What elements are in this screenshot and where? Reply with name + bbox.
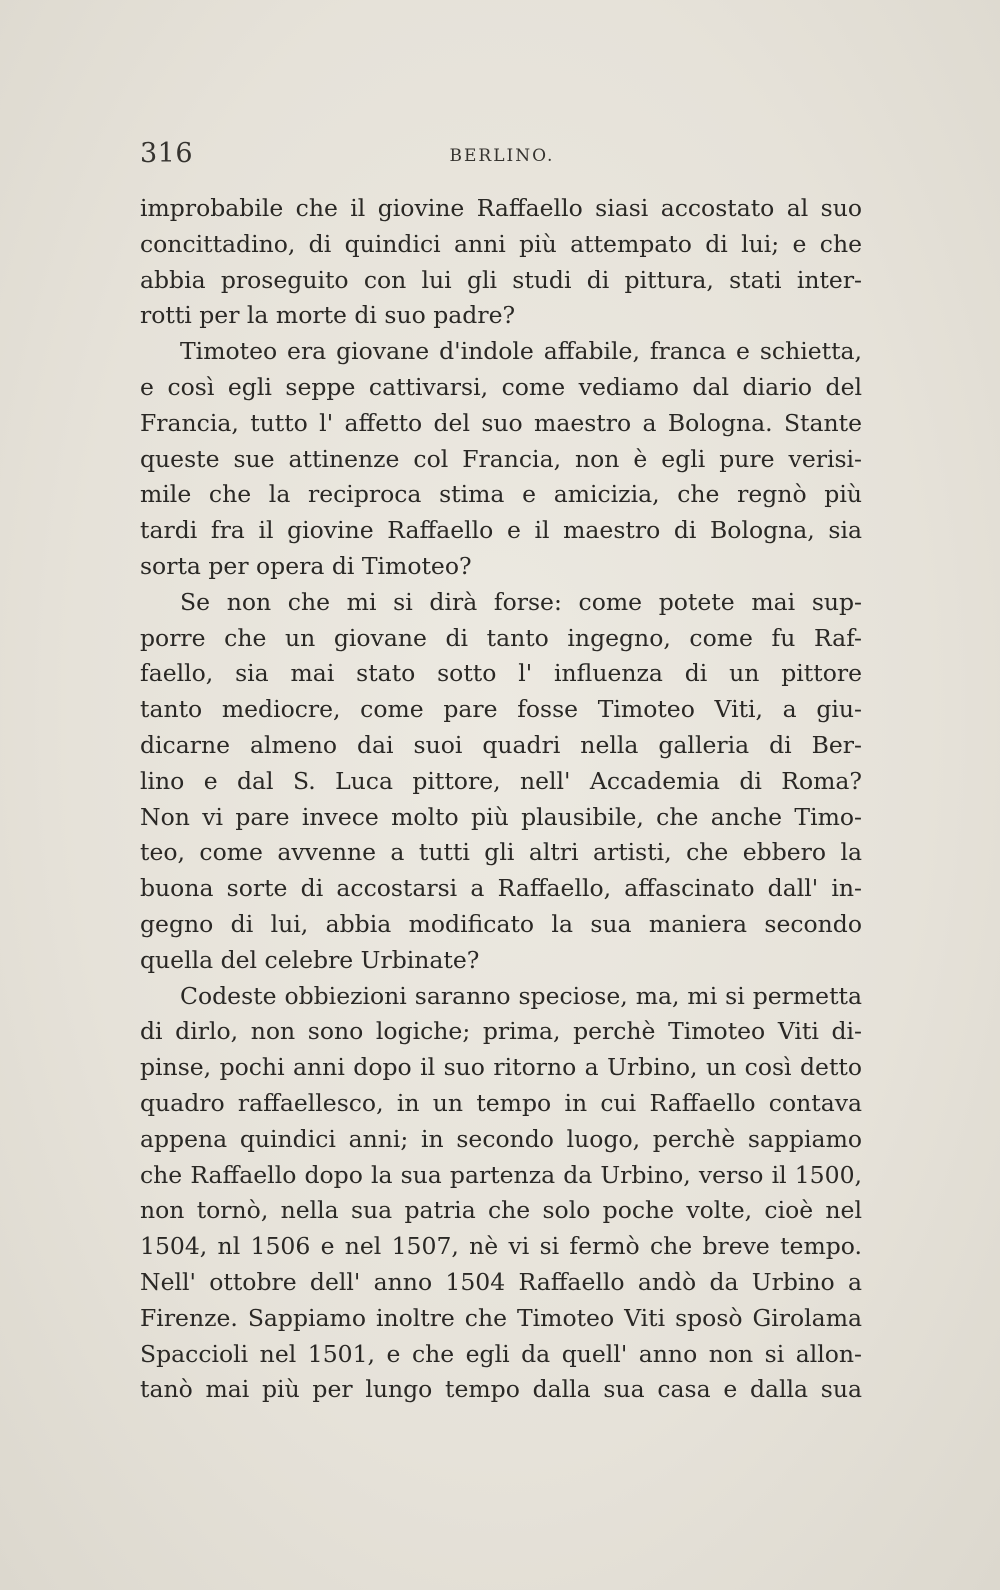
text-line: Nell' ottobre dell' anno 1504 Raffaello andò da Urbino a: [140, 1267, 862, 1296]
text-line: Spaccioli nel 1501, e che egli da quell' anno non si allon-: [140, 1339, 862, 1368]
text-line: Codeste obbiezioni saranno speciose, ma, mi si permetta: [180, 981, 862, 1010]
text-line: buona sorte di accostarsi a Raffaello, affascinato dall' in-: [140, 874, 862, 903]
text-line: tanò mai più per lungo tempo dalla sua casa e dalla sua: [140, 1375, 862, 1404]
text-line: Firenze. Sappiamo inoltre che Timoteo Viti sposò Girolama: [140, 1303, 862, 1332]
text-line: rotti per la morte di suo padre?: [140, 301, 516, 330]
text-line: dicarne almeno dai suoi quadri nella galleria di Ber-: [140, 730, 862, 759]
text-line: queste sue attinenze col Francia, non è egli pure verisi-: [140, 444, 862, 473]
text-line: gegno di lui, abbia modificato la sua maniera secondo: [140, 909, 862, 938]
text-line: non tornò, nella sua patria che solo poche volte, cioè nel: [140, 1196, 862, 1225]
text-line: tanto mediocre, come pare fosse Timoteo Viti, a giu-: [140, 695, 862, 724]
text-line: Non vi pare invece molto più plausibile, che anche Timo-: [140, 802, 862, 831]
text-line: e così egli seppe cattivarsi, come vediamo dal diario del: [140, 372, 862, 401]
running-head: BERLINO.: [449, 146, 555, 166]
page-header: [140, 138, 864, 178]
text-line: improbabile che il giovine Raffaello siasi accostato al suo: [140, 194, 862, 222]
text-line: sorta per opera di Timoteo?: [140, 551, 472, 580]
text-line: Timoteo era giovane d'indole affabile, franca e schietta,: [180, 337, 862, 366]
text-line: lino e dal S. Luca pittore, nell' Accademia di Roma?: [140, 766, 862, 795]
text-line: di dirlo, non sono logiche; prima, perchè Timoteo Viti di-: [140, 1017, 862, 1046]
text-line: abbia proseguito con lui gli studi di pittura, stati inter-: [140, 265, 862, 294]
text-line: teo, come avvenne a tutti gli altri artisti, che ebbero la: [140, 838, 862, 867]
text-line: Se non che mi si dirà forse: come potete mai sup-: [180, 587, 862, 616]
text-line: 1504, nl 1506 e nel 1507, nè vi si fermò che breve tempo.: [140, 1232, 862, 1261]
text-line: faello, sia mai stato sotto l' influenza di un pittore: [140, 659, 862, 688]
text-line: quadro raffaellesco, in un tempo in cui Raffaello contava: [140, 1088, 862, 1117]
text-line: Francia, tutto l' affetto del suo maestro a Bologna. Stante: [140, 408, 862, 437]
text-line: appena quindici anni; in secondo luogo, perchè sappiamo: [140, 1124, 862, 1153]
text-line: concittadino, di quindici anni più attempato di lui; e che: [140, 229, 862, 258]
text-line: porre che un giovane di tanto ingegno, come fu Raf-: [140, 623, 862, 652]
text-line: mile che la reciproca stima e amicizia, che regnò più: [140, 480, 862, 509]
body-text: [140, 191, 862, 1408]
text-line: pinse, pochi anni dopo il suo ritorno a Urbino, un così detto: [140, 1053, 862, 1082]
text-line: che Raffaello dopo la sua partenza da Urbino, verso il 1500,: [140, 1160, 862, 1189]
text-line: quella del celebre Urbinate?: [140, 945, 480, 974]
text-line: tardi fra il giovine Raffaello e il maestro di Bologna, sia: [140, 516, 862, 545]
page-number: 316: [140, 138, 194, 169]
